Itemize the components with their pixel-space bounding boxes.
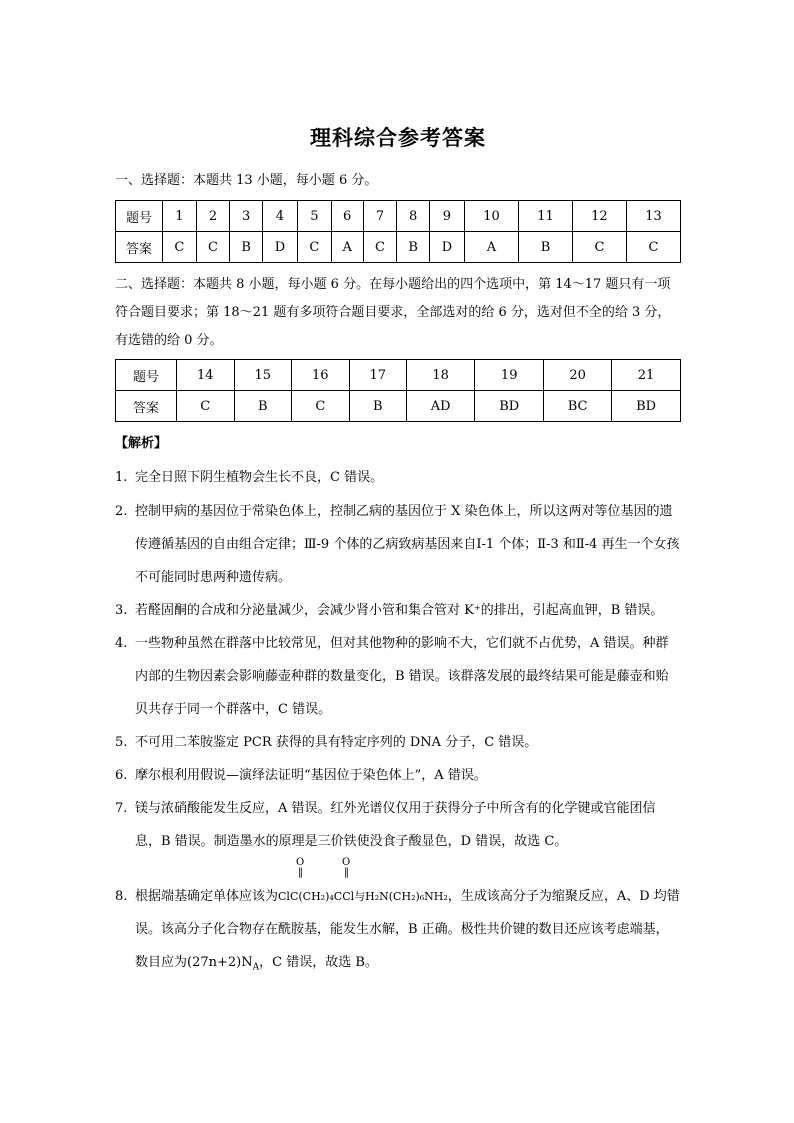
carbonyl-oxygen: O — [342, 857, 351, 868]
table-cell: C — [572, 232, 626, 263]
table-cell: 19 — [475, 360, 544, 391]
section2-heading: 二、选择题：本题共 8 小题，每小题 6 分。在每小题给出的四个选项中，第 14～17 题只有一项符合题目要求；第 18～21 题有多项符合题目要求，全部选对的给 6 分，选对但不全的给 3 分，有选错的给 0 分。 — [115, 277, 671, 348]
analysis-item: 3. 若醛固酮的合成和分泌量减少，会减少肾小管和集合管对 K⁺的排出，引起高血钾，B 错误。 — [115, 603, 664, 618]
table-cell: C — [163, 232, 197, 263]
table-cell: 8 — [397, 201, 429, 232]
double-bond-mark: ‖ — [344, 867, 350, 878]
analysis-label: 【解析】 — [115, 436, 168, 451]
table-cell: 17 — [349, 360, 407, 391]
analysis-item: 5. 不可用二苯胺鉴定 PCR 获得的具有特定序列的 DNA 分子，C 错误。 — [115, 735, 538, 750]
table-cell: B — [234, 391, 292, 422]
row-label: 题号 — [116, 360, 177, 391]
table-cell: 20 — [544, 360, 612, 391]
table-cell: B — [397, 232, 429, 263]
table-cell: C — [292, 391, 350, 422]
table-cell: 11 — [518, 201, 572, 232]
analysis-item: 4. 一些物种虽然在群落中比较常见，但对其他物种的影响不大，它们就不占优势，A 错误。种群内部的生物因素会影响藤壶种群的数量变化，B 错误。该群落发展的最终结果可能是藤壶和贻贝共存于同一个群落中，C 错误。 — [115, 636, 669, 717]
analysis-item: 2. 控制甲病的基因位于常染色体上，控制乙病的基因位于 X 染色体上，所以这两对等位基因的遗传遵循基因的自由组合定律；Ⅲ-9 个体的乙病致病基因来自Ⅰ-1 个体；Ⅱ-3 和Ⅱ-4 再生一个女孩不可能同时患两种遗传病。 — [115, 504, 680, 585]
table-cell: 14 — [177, 360, 235, 391]
table-cell: C — [196, 232, 230, 263]
table-cell: 10 — [465, 201, 519, 232]
table-cell: 5 — [298, 201, 332, 232]
section2-answer-table — [115, 359, 681, 422]
table-cell: 1 — [163, 201, 197, 232]
table-cell: B — [349, 391, 407, 422]
table-cell: BC — [544, 391, 612, 422]
table-cell: 3 — [230, 201, 262, 232]
row-label: 答案 — [116, 391, 177, 422]
section1-heading: 一、选择题：本题共 13 小题，每小题 6 分。 — [115, 173, 378, 188]
table-cell: 16 — [292, 360, 350, 391]
table-cell: BD — [612, 391, 681, 422]
analysis-item: 8. 根据端基确定单体应该为 O ‖ O ‖ ClC(CH₂)₄CCl与H₂N(CH₂)₆NH₂，生成该高分子为缩聚反应，A、D 均错误。该高分子化合物存在酰胺基，能发生水解，B 正确。极性共价键的数目还应该考虑端基，数目应为$(27n+2)N_A$，C 错误，故选 B。 — [115, 857, 680, 973]
table-cell: 2 — [196, 201, 230, 232]
analysis-item: 6. 摩尔根利用假说—演绎法证明“基因位于染色体上”，A 错误。 — [115, 768, 487, 783]
diamine-formula: H₂N(CH₂)₆NH₂ — [365, 890, 448, 903]
monomer-formula: O ‖ O ‖ ClC(CH₂)₄CCl — [278, 857, 355, 903]
table-cell: B — [230, 232, 262, 263]
table-cell: 6 — [331, 201, 363, 232]
table-cell: C — [177, 391, 235, 422]
table-cell: AD — [407, 391, 475, 422]
analysis-item: 1. 完全日照下阴生植物会生长不良，C 错误。 — [115, 470, 384, 485]
table-cell: D — [429, 232, 464, 263]
row-label: 答案 — [116, 232, 163, 263]
answer-row — [116, 391, 681, 422]
table-cell: D — [262, 232, 297, 263]
table-cell: 13 — [626, 201, 680, 232]
double-bond-mark: ‖ — [298, 867, 304, 878]
answer-row — [116, 232, 681, 263]
question-number-row — [116, 201, 681, 232]
table-cell: C — [626, 232, 680, 263]
table-cell: 18 — [407, 360, 475, 391]
section1-answer-table — [115, 200, 681, 263]
row-label: 题号 — [116, 201, 163, 232]
table-cell: C — [363, 232, 397, 263]
table-cell: A — [331, 232, 363, 263]
carbonyl-oxygen: O — [296, 857, 305, 868]
table-cell: 4 — [262, 201, 297, 232]
table-cell: B — [518, 232, 572, 263]
table-cell: C — [298, 232, 332, 263]
question-number-row — [116, 360, 681, 391]
table-cell: 15 — [234, 360, 292, 391]
table-cell: BD — [475, 391, 544, 422]
table-cell: 7 — [363, 201, 397, 232]
table-cell: 12 — [572, 201, 626, 232]
page-title: 理科综合参考答案 — [310, 126, 486, 150]
table-cell: A — [465, 232, 519, 263]
table-cell: 9 — [429, 201, 464, 232]
analysis-item: 7. 镁与浓硝酸能发生反应，A 错误。红外光谱仪仅用于获得分子中所含有的化学键或官能团信息，B 错误。制造墨水的原理是三价铁使没食子酸显色，D 错误，故选 C。 — [115, 801, 656, 849]
table-cell: 21 — [612, 360, 681, 391]
